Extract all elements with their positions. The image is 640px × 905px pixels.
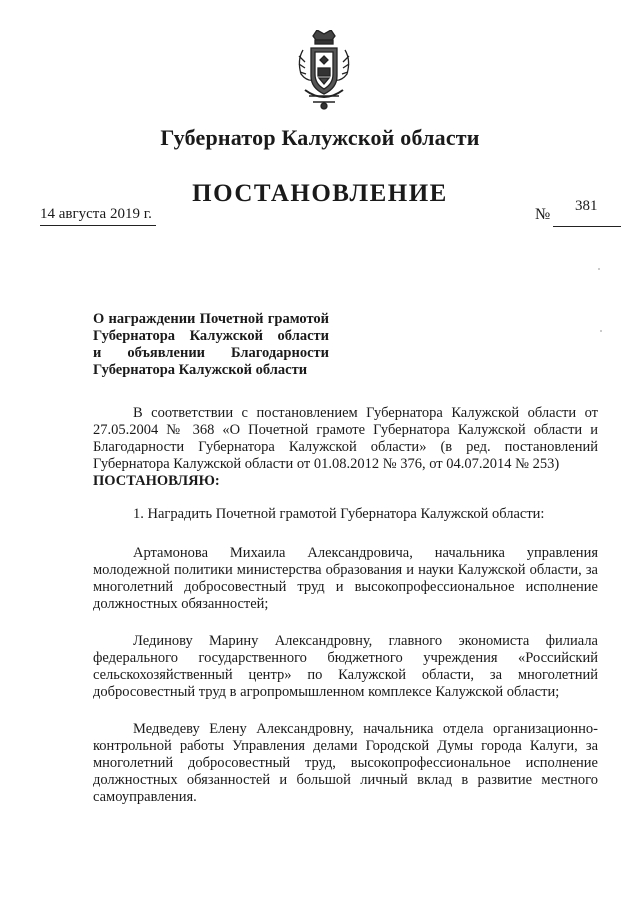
decree-word: ПОСТАНОВЛЯЮ: bbox=[93, 473, 220, 489]
authority-title: Губернатор Калужской области bbox=[160, 125, 480, 150]
document-number: 381 bbox=[575, 198, 598, 214]
subject-line: и объявлении Благодарности bbox=[93, 345, 329, 361]
awardee-paragraph: Лединову Марину Александровну, главного экономиста филиала федерального государственного бюджетного учреждения «Российский сельскохозяйственный центр» по Калужской области, за многолетний добросовестный труд в агропромышленном комплексе Калужской области; bbox=[93, 633, 598, 700]
scan-speck bbox=[598, 268, 600, 270]
document-date: 14 августа 2019 г. bbox=[40, 206, 156, 226]
coat-of-arms-icon bbox=[293, 30, 355, 112]
subject-line: Губернатора Калужской области bbox=[93, 328, 329, 344]
subject-line: Губернатора Калужской области bbox=[93, 362, 308, 378]
document-subject bbox=[93, 311, 329, 379]
awardee-paragraph: Медведеву Елену Александровну, начальника отдела организационно-контрольной работы Управления делами Городской Думы города Калуги, за многолетний добросовестный труд, высокопрофессиональное исполнение должностных обязанностей и большой личный вклад в развитие местного самоуправления. bbox=[93, 721, 598, 805]
number-label: № bbox=[535, 206, 551, 223]
document-type: ПОСТАНОВЛЕНИЕ bbox=[192, 180, 448, 207]
awardee-paragraph: Артамонова Михаила Александровича, начальника управления молодежной политики министерства образования и науки Калужской области, за многолетний добросовестный труд и высокопрофессиональное исполнение должностных обязанностей; bbox=[93, 545, 598, 612]
preamble-paragraph: В соответствии с постановлением Губернатора Калужской области от 27.05.2004 № 368 «О Почетной грамоте Губернатора Калужской области и Благодарности Губернатора Калужской области» (в ред. постановлений Губернатора Калужской области от 01.08.2012 № 376, от 04.07.2014 № 253) bbox=[93, 405, 598, 472]
award-item-1: 1. Наградить Почетной грамотой Губернатора Калужской области: bbox=[133, 506, 545, 522]
scan-speck bbox=[600, 330, 602, 332]
document-body bbox=[93, 405, 598, 806]
number-underline bbox=[553, 226, 621, 227]
subject-line: О награждении Почетной грамотой bbox=[93, 311, 329, 327]
